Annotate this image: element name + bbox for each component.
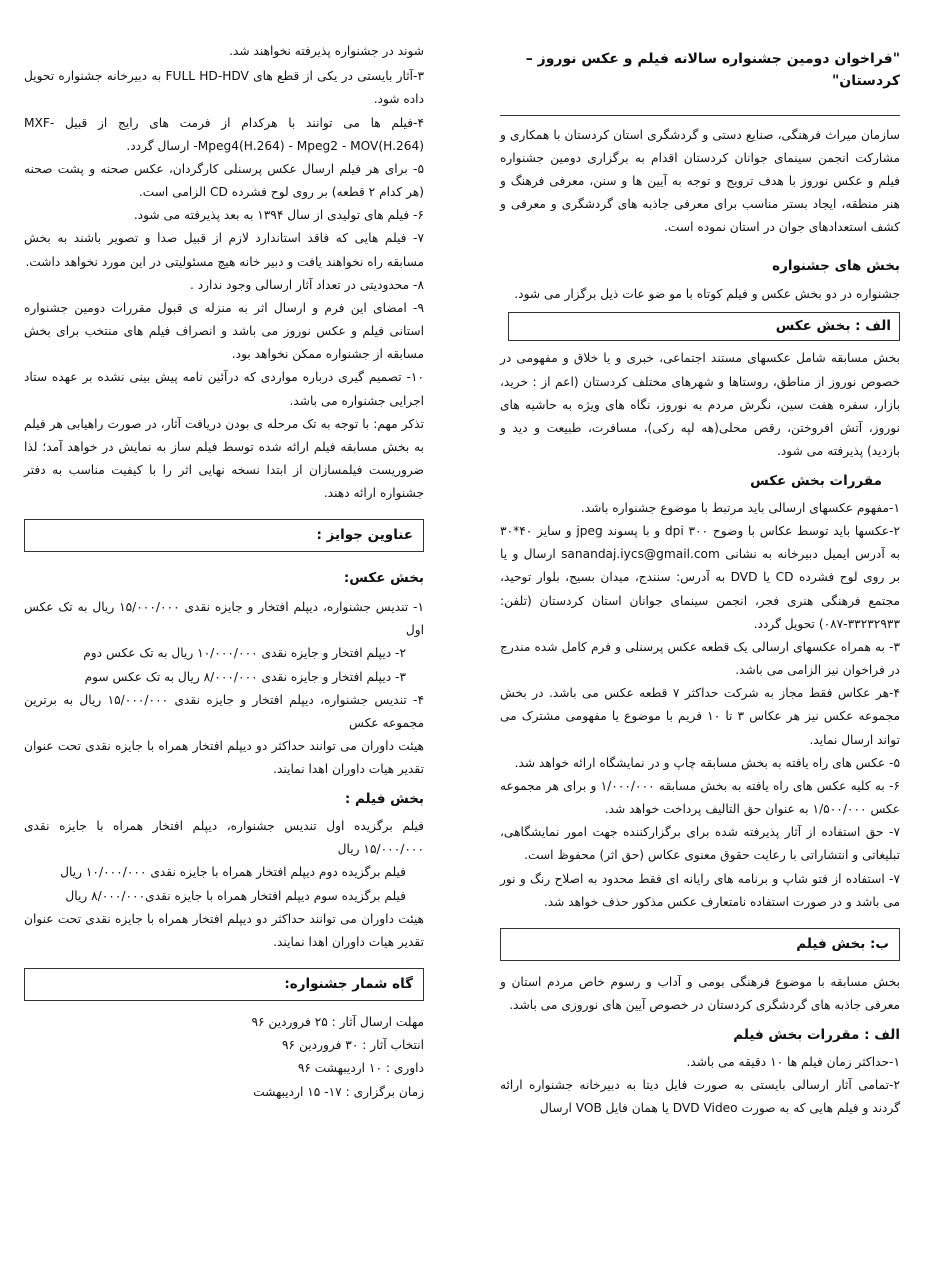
film-rule-8: ۸- محدودیتی در تعداد آثار ارسالی وجود ندارد .: [189, 277, 424, 292]
photo-rule-4: ۴-هر عکاس فقط مجاز به شرکت حداکثر ۷ قطعه عکس می باشد. در بخش مجموعه عکس نیز هر عکاس ۳ تا ۱۰ فریم با موضوع یا مفهومی مشترک می تواند ارسال نماید.: [500, 686, 900, 747]
photo-awards-list: [24, 596, 424, 735]
film-award-1: فیلم برگزیده اول تندیس جشنواره، دیپلم افتخار همراه با جایزه نقدی ۱۵/۰۰۰/۰۰۰ ریال: [24, 819, 424, 857]
film-section-box: ب: بخش فیلم: [500, 928, 900, 961]
photo-rule-3: ۳- به همراه عکسهای ارسالی یک قطعه عکس پرسنلی و فرم کامل شده مندرج در فراخوان نیز الزامی می باشد.: [500, 639, 900, 678]
photo-award-3: ۳- دیپلم افتخار و جایزه نقدی ۸/۰۰۰/۰۰۰ ریال به تک عکس سوم: [84, 669, 406, 684]
photo-rule-5: ۵- عکس های راه یافته به بخش مسابقه چاپ و در نمایشگاه ارائه خواهد شد.: [514, 755, 900, 770]
film-rules-heading: الف : مقررات بخش فیلم: [733, 1027, 900, 1044]
calendar-deadline: مهلت ارسال آثار : ۲۵ فروردین ۹۶: [251, 1015, 424, 1029]
film-rule-4: ۴-فیلم ها می توانند با هرکدام از فرمت های رایج از قبیل MXF-Mpeg4(H.264) - Mpeg2 - MOV(H.264)- ارسال گردد.: [24, 115, 424, 153]
film-rules-list: [500, 1051, 900, 1121]
calendar-judging: داوری : ۱۰ اردیبهشت ۹۶: [297, 1061, 424, 1076]
film-rule-10: ۱۰- تصمیم گیری درباره مواردی که درآئین نامه پیش بینی نشده بر عهده ستاد اجرایی جشنواره می باشد.: [24, 370, 424, 408]
film-award-3: فیلم برگزیده سوم دیپلم افتخار همراه با جایزه نقدی۸/۰۰۰/۰۰۰ ریال: [65, 888, 406, 903]
calendar-selection: انتخاب آثار : ۳۰ فروردین ۹۶: [282, 1038, 424, 1053]
film-awards-list: [24, 815, 424, 908]
film-rule-3: ۳-آثار بایستی در یکی از قطع های FULL HD-HDV به دبیرخانه جشنواره تحویل داده شود.: [24, 69, 424, 107]
film-rule-9: ۹- امضای این فرم و ارسال اثر به منزله ی قبول مقررات دومین جشنواره استانی فیلم و عکس نوروز می باشد و انصراف فیلم های منتخب برای بخش مسابقه از جشنواره ممکن نخواهد بود.: [24, 300, 424, 362]
photo-awards-heading: بخش عکس:: [343, 570, 424, 587]
photo-award-2: ۲- دیپلم افتخار و جایزه نقدی ۱۰/۰۰۰/۰۰۰ ریال به تک عکس دوم: [83, 646, 406, 661]
film-rule-1: ۱-حداکثر زمان فیلم ها ۱۰ دقیقه می باشد.: [686, 1054, 900, 1069]
photo-awards-note: هیئت داوران می توانند حداکثر دو دیپلم افتخار همراه با جایزه نقدی تحت عنوان تقدیر هیات داوران اهدا نمایند.: [24, 739, 424, 777]
right-column: [500, 40, 900, 1120]
film-awards-heading: بخش فیلم :: [344, 791, 424, 808]
photo-rules-heading: مقررات بخش عکس: [750, 473, 882, 490]
film-rule-continuation: شوند در جشنواره پذیرفته نخواهند شد.: [229, 44, 424, 58]
calendar-list: [24, 1011, 424, 1104]
left-column: [24, 40, 424, 1104]
film-rule-2: ۲-تمامی آثار ارسالی بایستی به صورت فایل دیتا به دبیرخانه جشنواره ارائه گردند و فیلم هایی که به صورت DVD Video یا همان فایل VOB ارسال: [500, 1078, 900, 1116]
photo-section-box: الف : بخش عکس: [508, 312, 900, 341]
photo-rule-1: ۱-مفهوم عکسهای ارسالی باید مرتبط با موضوع جشنواره باشد.: [580, 500, 900, 515]
calendar-event-dates: زمان برگزاری : ۱۷- ۱۵ اردیبهشت: [253, 1084, 424, 1099]
photo-section-description: بخش مسابقه شامل عکسهای مستند اجتماعی، خبری و یا خلاق و مفهومی در خصوص نوروز از مناطق، روستاها و شهرهای مختلف کردستان (اعم از : خرید، بازار، سفره هفت سین، نگرش مردم به نوروز، نگاه های ویژه به حاشیه های نوروز، آتش افروختن، رقص محلی(هه لپه رکی)، مسافرت، طبیعت و دید و بازدید) پذیرفته می شود.: [500, 351, 900, 459]
photo-rule-8: ۷- استفاده از فتو شاپ و برنامه های رایانه ای فقط محدود به اصلاح رنگ و نور می باشد و در صورت استفاده نامتعارف عکس مذکور حذف خواهد شد.: [500, 871, 900, 909]
film-awards-note: هیئت داوران می توانند حداکثر دو دیپلم افتخار همراه با جایزه نقدی تحت عنوان تقدیر هیات داوران اهدا نمایند.: [24, 911, 424, 949]
film-rule-6: ۶- فیلم های تولیدی از سال ۱۳۹۴ به بعد پذیرفته می شود.: [133, 208, 424, 223]
photo-rule-2: ۲-عکسها باید توسط عکاس با وضوح ۳۰۰ dpi و با پسوند jpeg و سایز ۴۰*۳۰ به آدرس ایمیل دبیرخانه به نشانی sanandaj.iycs@gmail.com ارسال و یا بر روی لوح فشرده CD یا DVD به آدرس: سنندج، میدان بسیج، بلوار توحید، مجتمع فرهنگی هنری فجر، انجمن سینمای جوانان استان کردستان (تلفن: ۳۳۲۳۲۹۳۳-۰۸۷) تحویل گردد.: [500, 524, 901, 631]
film-section-description: بخش مسابقه با موضوع فرهنگی بومی و آداب و رسوم خاص مردم استان و معرفی جاذبه های گردشگری کردستان در خصوص آیین های نوروزی می باشد.: [500, 974, 900, 1013]
sections-intro: جشنواره در دو بخش عکس و فیلم کوتاه با مو ضو عات ذیل برگزار می شود.: [514, 287, 900, 302]
photo-rules-list: [500, 497, 900, 914]
awards-box: عناوین جوایز :: [24, 519, 424, 552]
document-title: "فراخوان دومین جشنواره سالانه فیلم و عکس نوروز –کردستان": [500, 40, 900, 116]
film-rules-continued-list: [24, 65, 424, 413]
photo-award-1: ۱- تندیس جشنواره، دیپلم افتخار و جایزه نقدی ۱۵/۰۰۰/۰۰۰ ریال به تک عکس اول: [24, 600, 424, 638]
photo-award-4: ۴- تندیس جشنواره، دیپلم افتخار و جایزه نقدی ۱۵/۰۰۰/۰۰۰ ریال به برترین مجموعه عکس: [24, 692, 425, 730]
film-rule-5: ۵- برای هر فیلم ارسال عکس پرسنلی کارگردان، عکس صحنه و پشت صحنه (هر کدام ۲ قطعه) بر روی لوح فشرده CD الزامی است.: [24, 161, 424, 200]
important-note: تذکر مهم: با توجه به تک مرحله ی بودن دریافت آثار، در صورت راهیابی هر فیلم به بخش مسابقه فیلم ارائه شده توسط فیلم ساز به نمایش در خواهد آمد؛ لذا ضروریست فیلمسازان از ابتدا نسخه نهایی اثر را با کیفیت مناسب به دفتر جشنواره ارائه دهند.: [24, 416, 424, 501]
sections-heading: بخش های جشنواره: [772, 257, 900, 274]
calendar-box: گاه شمار جشنواره:: [24, 968, 424, 1001]
photo-rule-6: ۶- به کلیه عکس های راه یافته به بخش مسابقه ۱/۰۰۰/۰۰۰ و برای هر مجموعه عکس ۱/۵۰۰/۰۰۰ به عنوان حق التالیف پرداخت خواهد شد.: [500, 778, 901, 817]
film-rule-7: ۷- فیلم هایی که فاقد استاندارد لازم از قبیل صدا و تصویر باشند به بخش مسابقه راه نخواهند یافت و دبیر خانه هیچ مسئولیتی در این مورد نخواهد داشت.: [24, 231, 424, 269]
film-award-2: فیلم برگزیده دوم دیپلم افتخار همراه با جایزه نقدی ۱۰/۰۰۰/۰۰۰ ریال: [60, 865, 406, 880]
photo-rule-7: ۷- حق استفاده از آثار پذیرفته شده برای برگزارکننده جهت امور نمایشگاهی، تبلیغاتی و انتشاراتی با رعایت حقوق معنوی عکاس (حق اثر) محفوظ است.: [500, 825, 900, 863]
intro-paragraph: سازمان میراث فرهنگی، صنایع دستی و گردشگری استان کردستان با همکاری و مشارکت انجمن سینمای جوانان کردستان اقدام به برگزاری دومین جشنواره فیلم و عکس نوروز با هدف ترویج و توجه به آیین ها و سنن، معرفی فرهنگ و هنر منطقه، ایجاد بستر مناسب برای معرفی جاذبه های گردشگری و معرفی و کشف استعدادهای جوان در استان نموده است.: [500, 127, 900, 235]
